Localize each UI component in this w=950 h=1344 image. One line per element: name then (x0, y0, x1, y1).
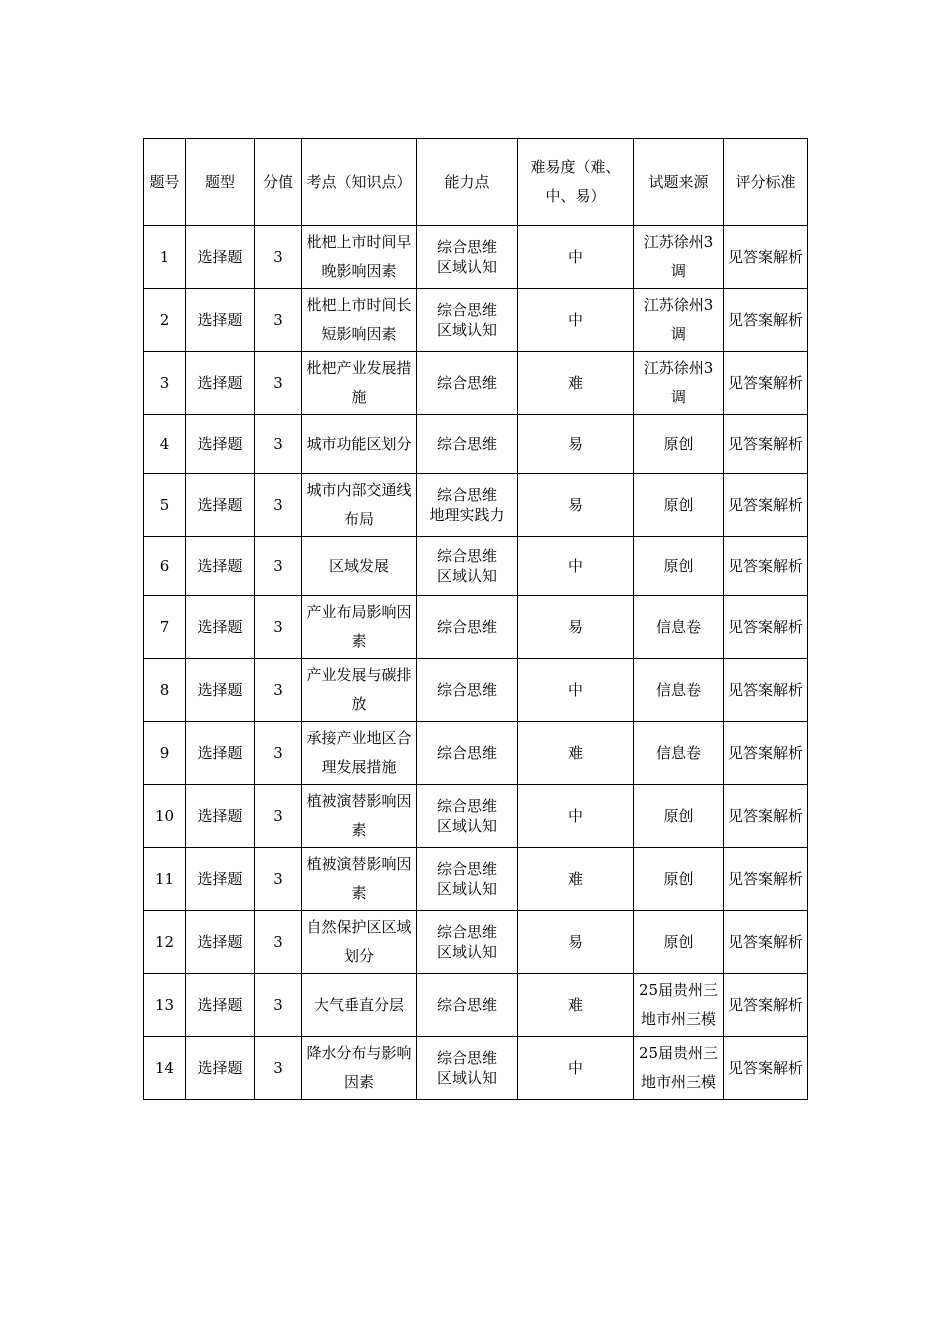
ability-line: 区域认知 (436, 1069, 497, 1087)
cell-standard: 见答案解析 (724, 659, 808, 722)
cell-type: 选择题 (186, 596, 255, 659)
cell-point: 植被演替影响因素 (302, 785, 417, 848)
cell-type: 选择题 (186, 289, 255, 352)
cell-score: 3 (255, 659, 302, 722)
cell-source: 25届贵州三地市州三模 (634, 974, 724, 1037)
cell-difficulty: 难 (518, 848, 634, 911)
cell-standard: 见答案解析 (724, 474, 808, 537)
cell-ability (417, 415, 518, 474)
cell-num: 2 (144, 289, 186, 352)
cell-source: 江苏徐州3调 (634, 226, 724, 289)
cell-difficulty: 易 (518, 415, 634, 474)
cell-type: 选择题 (186, 415, 255, 474)
header-row (144, 139, 808, 226)
cell-type: 选择题 (186, 474, 255, 537)
cell-point: 承接产业地区合理发展措施 (302, 722, 417, 785)
ability-line: 综合思维 (436, 486, 497, 504)
header-score: 分值 (255, 139, 302, 226)
cell-score: 3 (255, 974, 302, 1037)
ability-line: 地理实践力 (429, 506, 505, 524)
cell-source: 原创 (634, 474, 724, 537)
cell-score: 3 (255, 226, 302, 289)
cell-score: 3 (255, 415, 302, 474)
cell-num: 8 (144, 659, 186, 722)
cell-score: 3 (255, 1037, 302, 1100)
cell-standard: 见答案解析 (724, 722, 808, 785)
cell-standard: 见答案解析 (724, 848, 808, 911)
ability-line: 综合思维 (436, 860, 497, 878)
ability-line: 综合思维 (436, 744, 497, 762)
cell-difficulty: 中 (518, 537, 634, 596)
cell-num: 10 (144, 785, 186, 848)
cell-point: 城市内部交通线布局 (302, 474, 417, 537)
ability-line: 综合思维 (436, 238, 497, 256)
cell-point: 降水分布与影响因素 (302, 1037, 417, 1100)
cell-type: 选择题 (186, 226, 255, 289)
table-row (144, 289, 808, 352)
cell-source: 江苏徐州3调 (634, 289, 724, 352)
header-ability: 能力点 (417, 139, 518, 226)
cell-num: 9 (144, 722, 186, 785)
header-type: 题型 (186, 139, 255, 226)
ability-line: 区域认知 (436, 321, 497, 339)
cell-ability (417, 289, 518, 352)
cell-difficulty: 中 (518, 1037, 634, 1100)
cell-point: 城市功能区划分 (302, 415, 417, 474)
cell-type: 选择题 (186, 974, 255, 1037)
ability-line: 综合思维 (436, 797, 497, 815)
cell-type: 选择题 (186, 785, 255, 848)
cell-point: 枇杷上市时间长短影响因素 (302, 289, 417, 352)
cell-standard: 见答案解析 (724, 415, 808, 474)
cell-score: 3 (255, 848, 302, 911)
header-source: 试题来源 (634, 139, 724, 226)
ability-line: 区域认知 (436, 880, 497, 898)
cell-type: 选择题 (186, 537, 255, 596)
cell-num: 6 (144, 537, 186, 596)
table-row (144, 785, 808, 848)
ability-line: 综合思维 (436, 1049, 497, 1067)
cell-score: 3 (255, 722, 302, 785)
cell-standard: 见答案解析 (724, 596, 808, 659)
cell-type: 选择题 (186, 722, 255, 785)
cell-difficulty: 中 (518, 226, 634, 289)
cell-ability (417, 474, 518, 537)
cell-ability (417, 537, 518, 596)
cell-score: 3 (255, 911, 302, 974)
cell-point: 植被演替影响因素 (302, 848, 417, 911)
cell-standard: 见答案解析 (724, 911, 808, 974)
cell-score: 3 (255, 352, 302, 415)
header-num: 题号 (144, 139, 186, 226)
cell-type: 选择题 (186, 659, 255, 722)
cell-source: 信息卷 (634, 659, 724, 722)
cell-score: 3 (255, 474, 302, 537)
cell-num: 13 (144, 974, 186, 1037)
cell-ability (417, 352, 518, 415)
cell-difficulty: 难 (518, 352, 634, 415)
cell-source: 原创 (634, 537, 724, 596)
cell-ability (417, 911, 518, 974)
cell-type: 选择题 (186, 911, 255, 974)
cell-point: 自然保护区区域划分 (302, 911, 417, 974)
cell-ability (417, 785, 518, 848)
header-difficulty: 难易度（难、中、易） (518, 139, 634, 226)
ability-line: 综合思维 (436, 435, 497, 453)
cell-standard: 见答案解析 (724, 537, 808, 596)
cell-standard: 见答案解析 (724, 352, 808, 415)
cell-ability (417, 1037, 518, 1100)
cell-ability (417, 722, 518, 785)
cell-standard: 见答案解析 (724, 1037, 808, 1100)
cell-score: 3 (255, 785, 302, 848)
cell-point: 产业发展与碳排放 (302, 659, 417, 722)
cell-type: 选择题 (186, 352, 255, 415)
header-point: 考点（知识点） (302, 139, 417, 226)
cell-source: 信息卷 (634, 596, 724, 659)
cell-score: 3 (255, 537, 302, 596)
cell-ability (417, 848, 518, 911)
cell-difficulty: 中 (518, 785, 634, 848)
question-spec-table-wrapper (143, 138, 807, 1100)
table-row (144, 474, 808, 537)
cell-num: 14 (144, 1037, 186, 1100)
cell-ability (417, 596, 518, 659)
cell-source: 25届贵州三地市州三模 (634, 1037, 724, 1100)
cell-type: 选择题 (186, 1037, 255, 1100)
cell-ability (417, 226, 518, 289)
cell-standard: 见答案解析 (724, 785, 808, 848)
cell-source: 原创 (634, 785, 724, 848)
table-row (144, 596, 808, 659)
cell-num: 11 (144, 848, 186, 911)
table-row (144, 911, 808, 974)
table-row (144, 848, 808, 911)
cell-point: 枇杷产业发展措施 (302, 352, 417, 415)
cell-source: 江苏徐州3调 (634, 352, 724, 415)
cell-ability (417, 974, 518, 1037)
cell-source: 信息卷 (634, 722, 724, 785)
ability-line: 综合思维 (436, 301, 497, 319)
ability-line: 综合思维 (436, 681, 497, 699)
header-standard: 评分标准 (724, 139, 808, 226)
cell-num: 12 (144, 911, 186, 974)
cell-num: 7 (144, 596, 186, 659)
cell-difficulty: 易 (518, 911, 634, 974)
ability-line: 区域认知 (436, 943, 497, 961)
table-row (144, 659, 808, 722)
table-row (144, 722, 808, 785)
cell-difficulty: 中 (518, 659, 634, 722)
cell-source: 原创 (634, 911, 724, 974)
cell-num: 4 (144, 415, 186, 474)
table-row (144, 1037, 808, 1100)
table-row (144, 352, 808, 415)
ability-line: 综合思维 (436, 618, 497, 636)
cell-num: 3 (144, 352, 186, 415)
table-row (144, 974, 808, 1037)
cell-score: 3 (255, 289, 302, 352)
table-row (144, 226, 808, 289)
cell-ability (417, 659, 518, 722)
cell-standard: 见答案解析 (724, 226, 808, 289)
cell-type: 选择题 (186, 848, 255, 911)
cell-difficulty: 中 (518, 289, 634, 352)
cell-point: 枇杷上市时间早晚影响因素 (302, 226, 417, 289)
cell-num: 1 (144, 226, 186, 289)
table-body (144, 226, 808, 1100)
ability-line: 综合思维 (436, 374, 497, 392)
ability-line: 综合思维 (436, 996, 497, 1014)
table-row (144, 537, 808, 596)
cell-difficulty: 难 (518, 722, 634, 785)
cell-source: 原创 (634, 848, 724, 911)
ability-line: 区域认知 (436, 567, 497, 585)
cell-point: 区域发展 (302, 537, 417, 596)
ability-line: 区域认知 (436, 817, 497, 835)
ability-line: 区域认知 (436, 258, 497, 276)
question-spec-table (143, 138, 808, 1100)
cell-point: 大气垂直分层 (302, 974, 417, 1037)
cell-num: 5 (144, 474, 186, 537)
table-row (144, 415, 808, 474)
ability-line: 综合思维 (436, 547, 497, 565)
cell-standard: 见答案解析 (724, 974, 808, 1037)
cell-score: 3 (255, 596, 302, 659)
cell-standard: 见答案解析 (724, 289, 808, 352)
cell-point: 产业布局影响因素 (302, 596, 417, 659)
cell-source: 原创 (634, 415, 724, 474)
cell-difficulty: 难 (518, 974, 634, 1037)
cell-difficulty: 易 (518, 596, 634, 659)
cell-difficulty: 易 (518, 474, 634, 537)
ability-line: 综合思维 (436, 923, 497, 941)
